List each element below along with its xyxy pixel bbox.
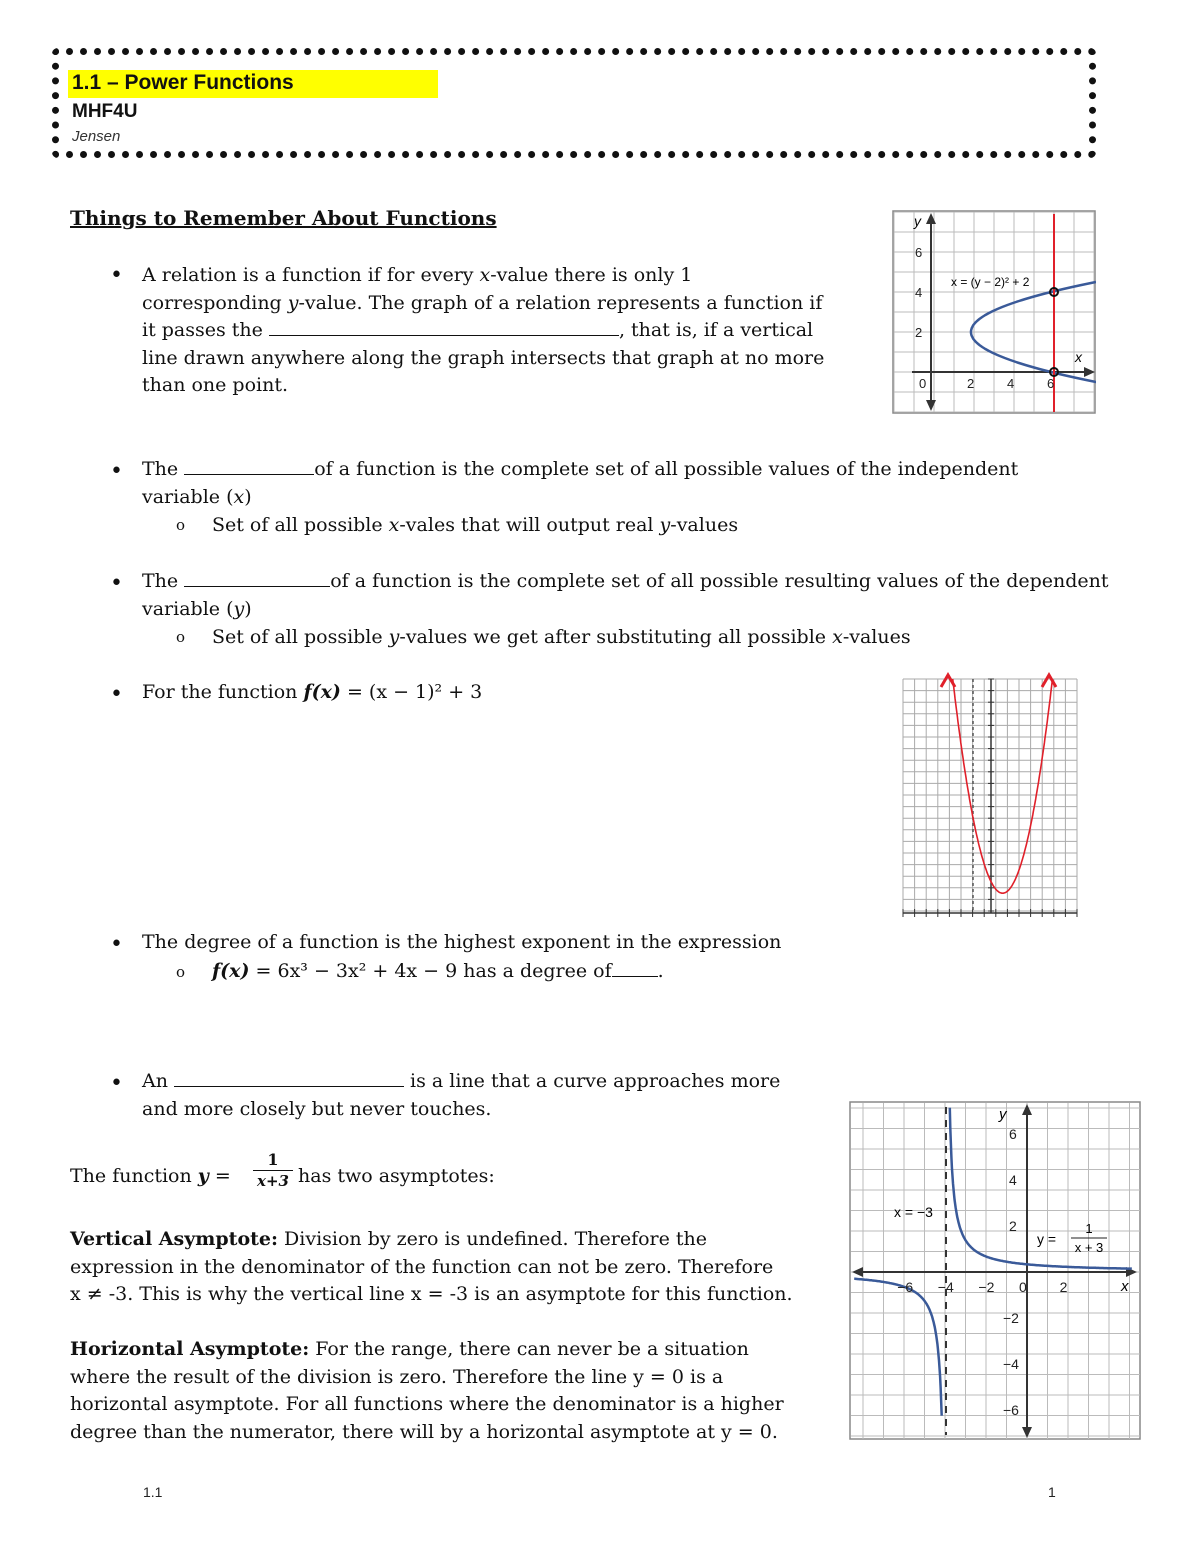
blank-asymptote[interactable] — [174, 1068, 404, 1087]
rational-fraction: 1 x+3 — [253, 1150, 293, 1191]
domain-sub-text: Set of all possible x-vales that will output real y-values — [212, 514, 739, 536]
y-tick-label: 6 — [1009, 1126, 1017, 1142]
function-definition: A relation is a function if for every x-value there is only 1 corresponding y-value. The graph of a relation represents a function if it passes the , that is, if a vertical line drawn anywhere along the graph intersects that graph at no more than one point. — [142, 264, 825, 396]
function-label: y = — [1037, 1231, 1057, 1247]
degree-definition: The degree of a function is the highest exponent in the expression — [142, 931, 782, 953]
y-tick-label: −4 — [1003, 1356, 1019, 1372]
domain-definition: The of a function is the complete set of all possible values of the independent variable (x) — [142, 458, 1019, 508]
function-label-denominator: x + 3 — [1074, 1240, 1104, 1255]
blank-vertical-line-test[interactable] — [269, 317, 619, 336]
bullet-dot: • — [110, 682, 123, 707]
y-tick-label: −6 — [1003, 1402, 1019, 1418]
y-tick-label: 6 — [915, 245, 923, 260]
bullet-dot: • — [110, 263, 123, 288]
bullet-dot: • — [110, 1071, 123, 1096]
course-code: MHF4U — [72, 101, 138, 122]
range-definition: The of a function is the complete set of all possible resulting values of the dependent variable (y) — [142, 570, 1109, 620]
blank-range[interactable] — [184, 568, 330, 587]
x-tick-label: 6 — [1047, 376, 1055, 391]
sub-bullet: o — [176, 963, 186, 981]
asymptote-label: x = −3 — [894, 1204, 933, 1220]
x-tick-label: −4 — [937, 1279, 954, 1295]
rational-outro: has two asymptotes: — [298, 1165, 495, 1187]
x-tick-label: −6 — [897, 1279, 914, 1295]
sub-bullet: o — [176, 628, 186, 646]
x-tick-label: 2 — [967, 376, 975, 391]
x-tick-label: 0 — [1019, 1279, 1027, 1295]
arrow-up-icon — [1042, 675, 1056, 687]
section-heading: Things to Remember About Functions — [70, 206, 497, 230]
x-tick-label: 0 — [919, 376, 927, 391]
curve-equation-label: x = (y − 2)² + 2 — [951, 275, 1030, 289]
x-axis-label: x — [1075, 349, 1082, 365]
vertical-asymptote-paragraph: Vertical Asymptote: Division by zero is undefined. Therefore the expression in the denominator of the function can not be zero. Therefore x ≠ -3. This is why the vertical line x = -3 is an asymptote for this function. — [70, 1228, 793, 1305]
header-box — [52, 48, 1096, 158]
y-tick-label: −2 — [1003, 1310, 1019, 1326]
degree-example: f(x) = 6x³ − 3x² + 4x − 9 has a degree of . — [212, 960, 664, 982]
y-tick-label: 4 — [915, 285, 923, 300]
bullet-dot: • — [110, 571, 123, 596]
graph-rational-function — [849, 1101, 1142, 1441]
page-number: 1 — [1048, 1484, 1056, 1500]
x-tick-label: 2 — [1059, 1279, 1068, 1295]
footer-left: 1.1 — [143, 1484, 163, 1500]
y-tick-label: 2 — [1009, 1218, 1017, 1234]
asymptote-definition: An is a line that a curve approaches more and more closely but never touches. — [142, 1070, 781, 1120]
graph-parabola — [895, 665, 1085, 927]
function-label-numerator: 1 — [1085, 1221, 1093, 1236]
x-tick-label: 4 — [1007, 376, 1015, 391]
y-tick-label: 4 — [1009, 1172, 1017, 1188]
bullet-dot: • — [110, 932, 123, 957]
horizontal-asymptote-paragraph: Horizontal Asymptote: For the range, there can never be a situation where the result of the division is zero. Therefore the line y = 0 is a horizontal asymptote. For all functions where the denominator is a higher degree than the numerator, there will by a horizontal asymptote at y = 0. — [70, 1338, 784, 1443]
sub-bullet: o — [176, 516, 186, 534]
y-axis-label: y — [914, 213, 921, 229]
y-axis-label: y — [999, 1106, 1007, 1123]
parabola-curve — [953, 679, 1053, 893]
rational-intro: The function y = — [70, 1165, 231, 1187]
bullet-dot: • — [110, 459, 123, 484]
range-sub-text: Set of all possible y-values we get after substituting all possible x-values — [212, 626, 911, 648]
x-axis-label: x — [1121, 1278, 1129, 1295]
arrow-up-icon — [941, 675, 955, 687]
page-title: 1.1 – Power Functions — [72, 71, 294, 94]
x-tick-label: −2 — [978, 1279, 995, 1295]
blank-degree[interactable] — [612, 958, 658, 977]
y-tick-label: 2 — [915, 325, 923, 340]
author-name: Jensen — [72, 128, 121, 145]
graph-sideways-parabola — [892, 210, 1096, 414]
blank-domain[interactable] — [184, 456, 314, 475]
example-function: For the function f(x) = (x − 1)² + 3 — [142, 681, 483, 703]
